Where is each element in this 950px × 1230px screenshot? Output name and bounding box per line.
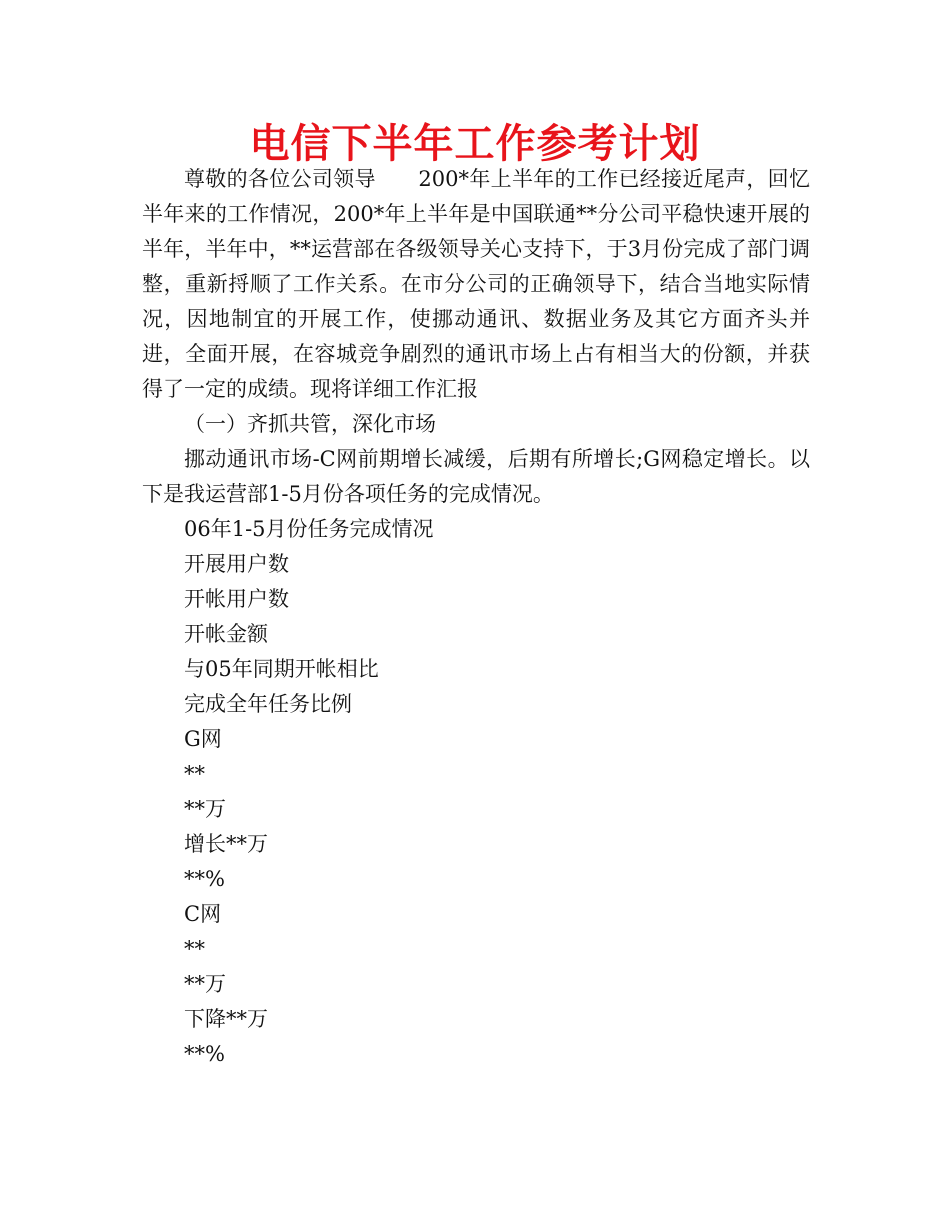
table-line: C网 [184,902,222,926]
table-line: 开展用户数 [184,552,289,576]
table-line: 增长**万 [184,832,268,856]
table-line: 下降**万 [184,1007,268,1031]
table-line: ** [184,937,205,961]
table-line: **% [184,867,225,891]
market-paragraph: 挪动通讯市场-C网前期增长减缓，后期有所增长;G网稳定增长。以下是我运营部1-5月份各项任务的完成情况。 [142,447,810,506]
table-line: 开帐用户数 [184,587,289,611]
table-line: 完成全年任务比例 [184,692,352,716]
table-line: ** [184,762,205,786]
section-heading: （一）齐抓共管，深化市场 [184,412,436,436]
table-line: **万 [184,797,226,821]
table-line: G网 [184,727,222,751]
intro-paragraph: 尊敬的各位公司领导 200*年上半年的工作已经接近尾声，回忆半年来的工作情况，200*年上半年是中国联通**分公司平稳快速开展的半年，半年中，**运营部在各级领导关心支持下，于3月份完成了部门调整，重新捋顺了工作关系。在市分公司的正确领导下，结合当地实际情况，因地制宜的开展工作，使挪动通讯、数据业务及其它方面齐头并进，全面开展，在容城竞争剧烈的通讯市场上占有相当大的份额，并获得了一定的成绩。现将详细工作汇报 [142,167,810,401]
document-title: 电信下半年工作参考计划 [249,121,701,167]
table-caption: 06年1-5月份任务完成情况 [184,517,434,541]
table-line: 开帐金额 [184,622,268,646]
document-body [142,162,810,1072]
table-line: 与05年同期开帐相比 [184,657,379,681]
table-line: **万 [184,972,226,996]
table-line: **% [184,1042,225,1066]
